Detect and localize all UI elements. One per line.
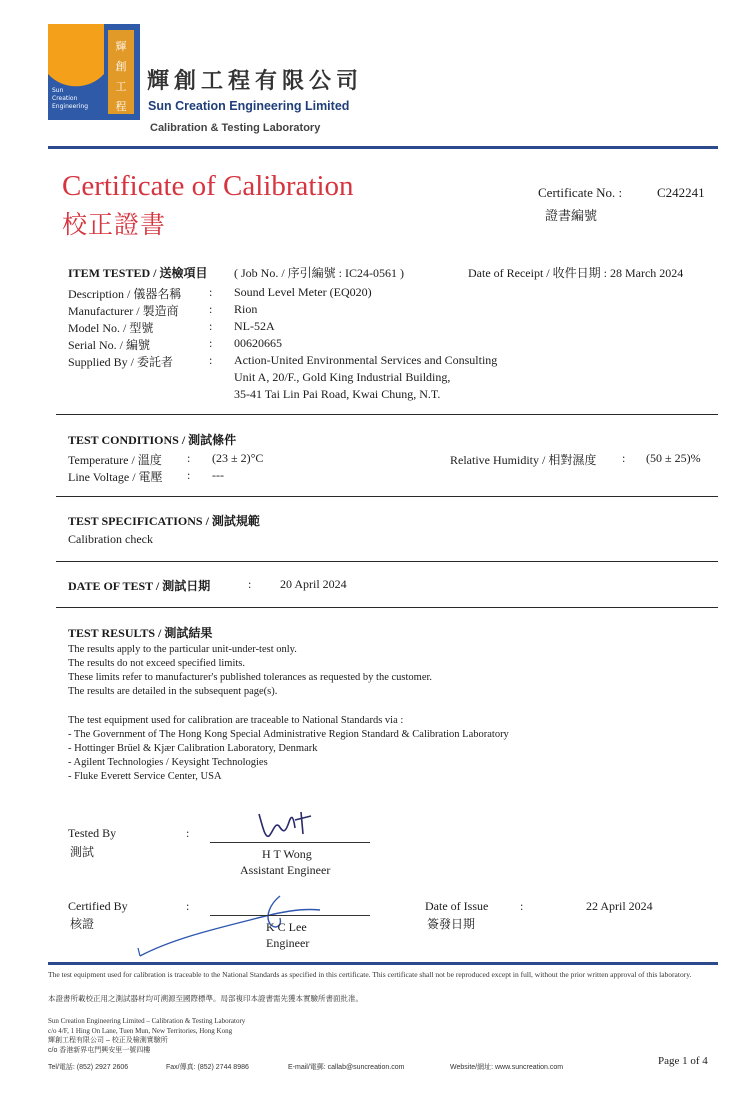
company-logo (48, 24, 140, 120)
date-of-issue-value: 22 April 2024 (586, 899, 653, 913)
section-divider (56, 607, 718, 608)
result-line: The results are detailed in the subsequent page(s). (68, 686, 278, 697)
footer-disclaimer-en: The test equipment used for calibration is traceable to the National Standards as specified in this certificate. This certificate shall not be reproduced except in full, without the prior written approval of this laboratory. (48, 970, 692, 979)
date-of-issue-label: Date of Issue (425, 899, 489, 913)
colon: : (186, 899, 190, 913)
colon: : (186, 826, 190, 840)
footer-fax: Fax/傳真: (852) 2744 8986 (166, 1064, 249, 1071)
colon: : (209, 302, 213, 316)
svg-text:Engineering: Engineering (52, 103, 88, 110)
supplied-by-label: Supplied By / 委託者 (68, 355, 174, 369)
test-conditions-heading: TEST CONDITIONS / 測試條件 (68, 433, 237, 447)
temperature-value: (23 ± 2)°C (212, 451, 264, 465)
manufacturer-value: Rion (234, 302, 258, 316)
certified-by-title: Engineer (266, 936, 310, 950)
svg-text:Sun: Sun (52, 87, 64, 94)
footer-address-line: 輝創工程有限公司 – 校正及檢測實驗所 (48, 1037, 168, 1044)
svg-text:程: 程 (115, 100, 127, 113)
date-of-receipt: Date of Receipt / 收件日期 : 28 March 2024 (468, 266, 684, 280)
traceable-intro: The test equipment used for calibration are traceable to National Standards via : (68, 715, 404, 726)
footer-divider (48, 962, 718, 965)
certificate-no-label: Certificate No. : (538, 185, 623, 200)
test-specifications-heading: TEST SPECIFICATIONS / 測試規範 (68, 514, 260, 528)
header-divider (48, 146, 718, 149)
line-voltage-value: --- (212, 468, 224, 482)
footer-address (48, 1017, 245, 1055)
certified-by-label: Certified By (68, 899, 128, 913)
humidity-value: (50 ± 25)% (646, 451, 701, 465)
svg-text:輝: 輝 (115, 40, 127, 53)
section-divider (56, 414, 718, 415)
description-value: Sound Level Meter (EQ020) (234, 285, 372, 299)
footer-website: Website/網址: www.suncreation.com (450, 1064, 564, 1071)
page-number: Page 1 of 4 (658, 1055, 708, 1067)
traceable-item: - Hottinger Brüel & Kjær Calibration Laboratory, Denmark (68, 743, 318, 754)
certificate-no-value: C242241 (657, 185, 705, 200)
humidity-label: Relative Humidity / 相對濕度 (450, 453, 597, 467)
certified-by-name: K C Lee (266, 920, 307, 934)
svg-text:Creation: Creation (52, 95, 78, 102)
colon: : (209, 285, 213, 299)
footer-email: E-mail/電郵: callab@suncreation.com (288, 1064, 405, 1071)
traceable-item: - The Government of The Hong Kong Special Administrative Region Standard & Calibration Laboratory (68, 729, 509, 740)
tested-by-name: H T Wong (262, 847, 312, 861)
traceable-item: - Fluke Everett Service Center, USA (68, 771, 222, 782)
colon: : (209, 336, 213, 350)
section-divider (56, 561, 718, 562)
signature-line (210, 915, 370, 916)
colon: : (209, 353, 213, 367)
certified-by-label-cn: 核證 (70, 917, 95, 931)
certificate-no-label-cn: 證書編號 (545, 208, 598, 223)
colon: : (209, 319, 213, 333)
item-tested-heading: ITEM TESTED / 送檢項目 (68, 266, 208, 280)
result-line: The results apply to the particular unit-under-test only. (68, 644, 297, 655)
test-specifications-value: Calibration check (68, 532, 153, 546)
model-label: Model No. / 型號 (68, 321, 154, 335)
tested-by-label-cn: 測試 (70, 845, 95, 859)
colon: : (520, 899, 524, 913)
colon: : (187, 451, 191, 465)
manufacturer-label: Manufacturer / 製造商 (68, 304, 179, 318)
certificate-title-cn: 校正證書 (62, 211, 167, 239)
company-name-en: Sun Creation Engineering Limited (148, 99, 350, 113)
line-voltage-label: Line Voltage / 電壓 (68, 470, 163, 484)
test-results-heading: TEST RESULTS / 測試結果 (68, 626, 213, 640)
lab-name: Calibration & Testing Laboratory (150, 122, 321, 134)
traceable-item: - Agilent Technologies / Keysight Technologies (68, 757, 268, 768)
date-of-test-value: 20 April 2024 (280, 577, 347, 591)
colon: : (248, 577, 252, 591)
footer-address-line: Sun Creation Engineering Limited – Calibration & Testing Laboratory (48, 1017, 246, 1025)
certificate-title: Certificate of Calibration (62, 170, 354, 202)
svg-text:創: 創 (115, 60, 127, 73)
serial-value: 00620665 (234, 336, 282, 350)
colon: : (187, 468, 191, 482)
footer-disclaimer-cn: 本證書所載校正用之測試器材均可溯源至國際標準。局部複印本證書需先獲本實驗所書面批准。 (48, 994, 363, 1003)
serial-label: Serial No. / 編號 (68, 338, 150, 352)
date-of-test-heading: DATE OF TEST / 測試日期 (68, 579, 211, 593)
supplied-by-value: Action-United Environmental Services and Consulting (234, 353, 498, 367)
footer-tel: Tel/電話: (852) 2927 2606 (48, 1064, 129, 1071)
colon: : (622, 451, 626, 465)
signature-line (210, 842, 370, 843)
footer-address-line: c/o 香港新界屯門興安里一號四樓 (48, 1046, 151, 1054)
tested-signature (255, 808, 325, 844)
result-line: The results do not exceed specified limits. (68, 658, 245, 669)
job-no: ( Job No. / 序引編號 : IC24-0561 ) (234, 266, 404, 280)
svg-text:工: 工 (115, 80, 127, 93)
tested-by-title: Assistant Engineer (240, 863, 331, 877)
address-line: Unit A, 20/F., Gold King Industrial Building, (234, 370, 451, 384)
result-line: These limits refer to manufacturer's published tolerances as requested by the customer. (68, 672, 433, 683)
temperature-label: Temperature / 溫度 (68, 453, 162, 467)
description-label: Description / 儀器名稱 (68, 287, 182, 301)
address-line: 35-41 Tai Lin Pai Road, Kwai Chung, N.T. (234, 387, 441, 401)
date-of-issue-label-cn: 簽發日期 (427, 917, 476, 931)
section-divider (56, 496, 718, 497)
company-name-cn: 輝創工程有限公司 (147, 68, 364, 93)
model-value: NL-52A (234, 319, 275, 333)
footer-address-line: c/o 4/F, 1 Hing On Lane, Tuen Mun, New Territories, Hong Kong (48, 1026, 233, 1035)
tested-by-label: Tested By (68, 826, 117, 840)
